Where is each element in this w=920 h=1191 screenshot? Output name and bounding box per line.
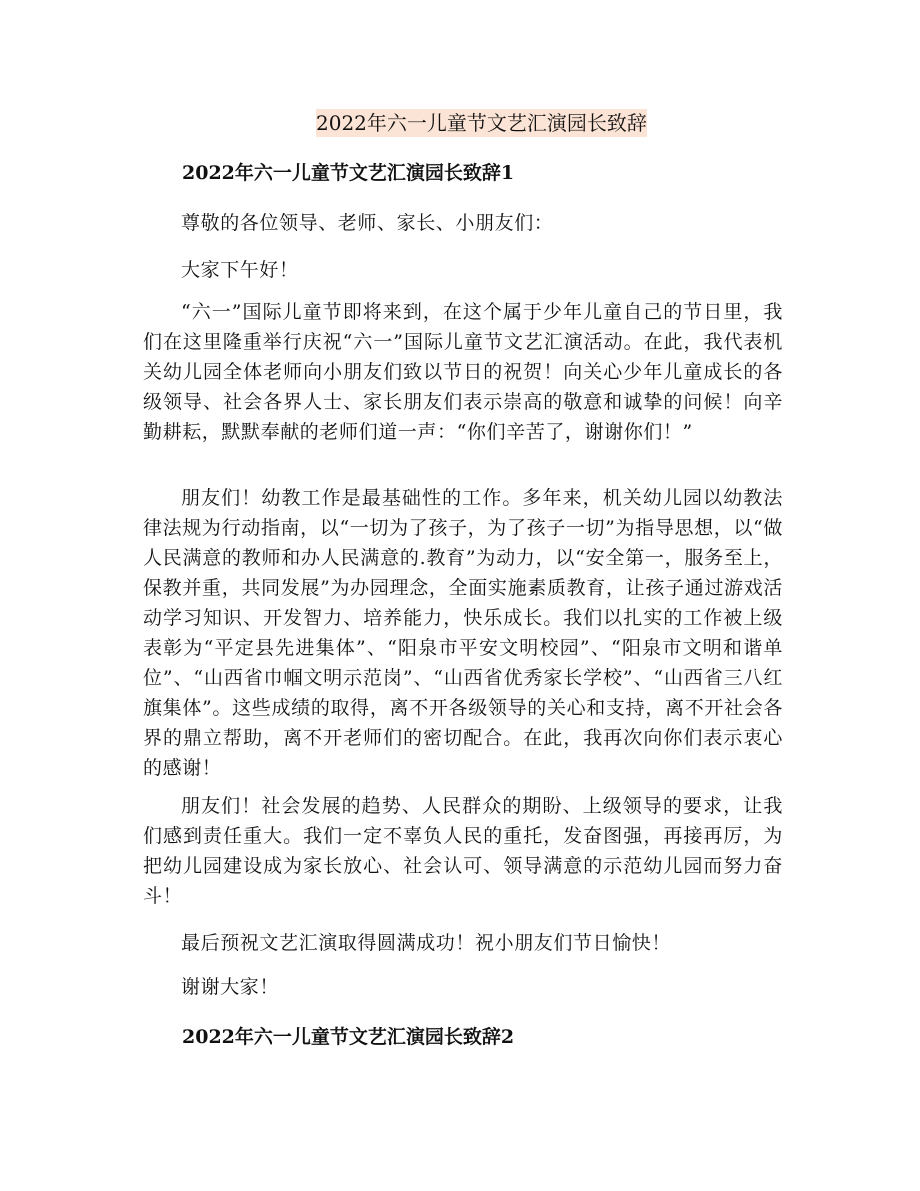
- paragraph-opening: “六一”国际儿童节即将来到，在这个属于少年儿童自己的节日里，我们在这里隆重举行庆祝“六一”国际儿童节文艺汇演活动。在此，我代表机关幼儿园全体老师向小朋友们致以节日的祝贺！向关心少年儿童成长的各级领导、社会各界人士、家长朋友们表示崇高的敬意和诚挚的问候！向辛勤耕耘，默默奉献的老师们道一声：“你们辛苦了，谢谢你们！”: [143, 301, 783, 443]
- paragraph-greeting: 大家下午好！: [181, 259, 299, 281]
- document-title-highlight: 2022年六一儿童节文艺汇演园长致辞: [316, 111, 647, 135]
- paragraph-achievements: 朋友们！幼教工作是最基础性的工作。多年来，机关幼儿园以幼教法律法规为行动指南，以“一切为了孩子，为了孩子一切”为指导思想，以“做人民满意的教师和办人民满意的.教育”为动力，以“安全第一，服务至上，保教并重，共同发展”为办园理念，全面实施素质教育，让孩子通过游戏活动学习知识、开发智力、培养能力，快乐成长。我们以扎实的工作被上级表彰为“平定县先进集体”、“阳泉市平安文明校园”、“阳泉市文明和谐单位”、“山西省巾帼文明示范岗”、“山西省优秀家长学校”、“山西省三八红旗集体”。这些成绩的取得，离不开各级领导的关心和支持，离不开社会各界的鼎立帮助，离不开老师们的密切配合。在此，我再次向你们表示衷心的感谢！: [143, 487, 783, 779]
- paragraph-thanks: 谢谢大家！: [181, 976, 280, 998]
- paragraph-wishes: 最后预祝文艺汇演取得圆满成功！祝小朋友们节日愉快！: [181, 932, 672, 954]
- section-heading-2: 2022年六一儿童节文艺汇演园长致辞2: [182, 1026, 515, 1048]
- section-heading-1: 2022年六一儿童节文艺汇演园长致辞1: [182, 162, 515, 184]
- paragraph-salutation: 尊敬的各位领导、老师、家长、小朋友们：: [181, 212, 554, 234]
- document-title: [314, 108, 649, 138]
- paragraph-commitment: 朋友们！社会发展的趋势、人民群众的期盼、上级领导的要求，让我们感到责任重大。我们一定不辜负人民的重托，发奋图强，再接再厉，为把幼儿园建设成为家长放心、社会认可、领导满意的示范幼儿园而努力奋斗！: [143, 795, 783, 907]
